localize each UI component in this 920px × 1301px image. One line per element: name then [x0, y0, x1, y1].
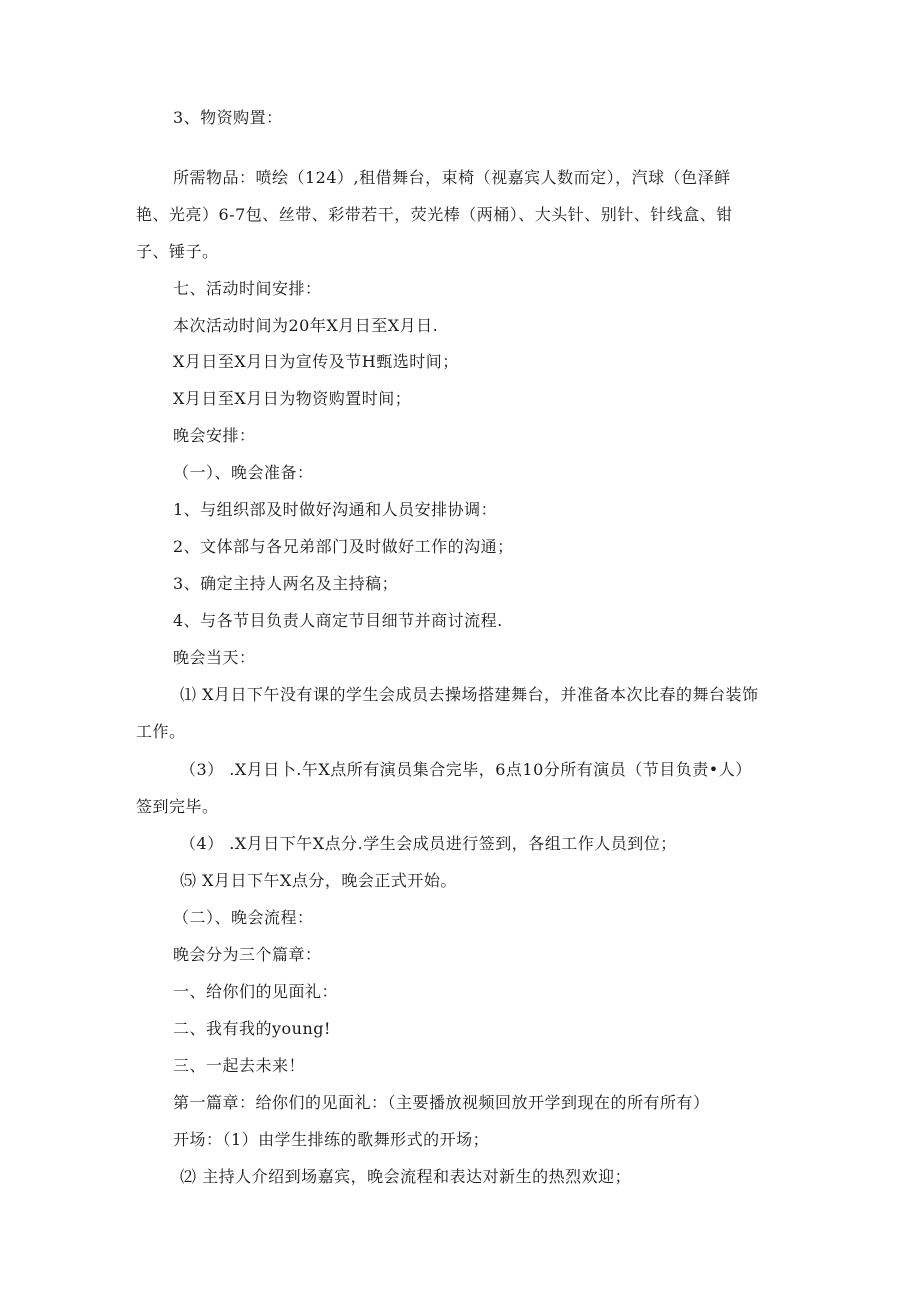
- paragraph-line: 子、锤子。: [136, 242, 219, 261]
- paragraph-line: 签到完毕。: [136, 797, 219, 816]
- paragraph-line: 第一篇章：给你们的见面礼：（主要播放视频回放开学到现在的所有所有）: [173, 1093, 710, 1112]
- section-heading-day-of: 晚会当天：: [173, 648, 256, 667]
- list-item: 1、与组织部及时做好沟通和人员安排协调：: [173, 500, 498, 519]
- list-item: （3） .X月日卜.午X点所有演员集合完毕，6点10分所有演员（节目负责•人）: [180, 760, 752, 779]
- list-item: 一、给你们的见面礼：: [173, 982, 339, 1001]
- paragraph-line: 本次活动时间为20年X月日至X月日.: [173, 316, 439, 335]
- list-item: 三、一起去未来！: [173, 1056, 306, 1075]
- list-item: 3、确定主持人两名及主持稿；: [173, 574, 399, 593]
- subsection-heading-preparation: （一）、晚会准备：: [173, 463, 314, 482]
- list-item: 4、与各节目负责人商定节目细节并商讨流程.: [173, 611, 503, 630]
- section-heading-evening: 晚会安排：: [173, 426, 256, 445]
- paragraph-line: X月日至X月日为物资购置时间；: [173, 389, 412, 408]
- paragraph-line: 晚会分为三个篇章：: [173, 945, 322, 964]
- list-item: ⑴ X月日下午没有课的学生会成员去操场搭建舞台，并准备本次比春的舞台装饰: [180, 685, 759, 704]
- list-item: 2、文体部与各兄弟部门及时做好工作的沟通；: [173, 537, 514, 556]
- subsection-heading-flow: （二）、晚会流程：: [173, 908, 314, 927]
- paragraph-line: 工作。: [136, 722, 186, 741]
- paragraph-line: 所需物品：喷绘（124）,租借舞台，束椅（视嘉宾人数而定），汽球（色泽鲜: [173, 168, 731, 187]
- section-heading-supplies: 3、物资购置：: [173, 108, 283, 127]
- paragraph-line: 开场：（1）由学生排练的歌舞形式的开场；: [173, 1130, 490, 1149]
- list-item: ⑵ 主持人介绍到场嘉宾，晚会流程和表达对新生的热烈欢迎；: [180, 1167, 632, 1186]
- list-item: 二、我有我的young!: [173, 1019, 331, 1038]
- paragraph-line: X月日至X月日为宣传及节H甄选时间；: [173, 352, 459, 371]
- list-item: ⑸ X月日下午X点分，晚会正式开始。: [180, 871, 457, 890]
- paragraph-line: 艳、光亮）6-7包、丝带、彩带若干，荧光棒（两桶）、大头针、别针、针线盒、钳: [136, 205, 733, 224]
- section-heading-schedule: 七、活动时间安排：: [173, 279, 322, 298]
- list-item: （4） .X月日下午X点分.学生会成员进行签到，各组工作人员到位；: [180, 834, 677, 853]
